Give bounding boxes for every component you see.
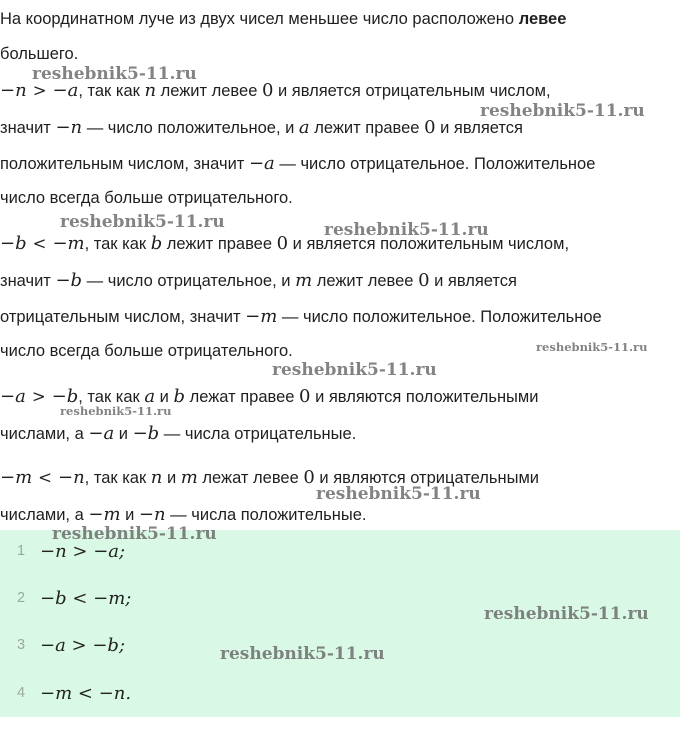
math: n [150, 467, 163, 488]
text: лежит правее [309, 119, 425, 137]
math: 0 [418, 270, 430, 291]
math: −a [52, 80, 79, 101]
answer-number: 1 [17, 543, 26, 559]
text: лежат правее [185, 388, 300, 406]
text: и [162, 469, 181, 487]
math: −b [55, 270, 83, 291]
answer-expression: −n > −a; [40, 541, 126, 562]
math: 0 [303, 467, 315, 488]
math: a [298, 117, 310, 138]
math: m [295, 270, 313, 291]
math-relation: < [38, 468, 52, 487]
watermark: reshebnik5-11.ru [324, 220, 489, 240]
p1-line-4 [0, 189, 293, 208]
watermark: reshebnik5-11.ru [272, 360, 437, 380]
math: 0 [261, 80, 274, 101]
math: 0 [424, 117, 436, 138]
p1-line-3 [0, 153, 595, 174]
watermark: reshebnik5-11.ru [60, 212, 225, 232]
p2-line-2 [0, 270, 517, 291]
text: — числа отрицательные. [159, 425, 357, 443]
text: отрицательным числом, значит [0, 308, 246, 326]
intro-text: На координатном луче из двух чисел меньшее число расположено [0, 10, 519, 28]
text: — числа положительные. [165, 506, 367, 524]
watermark: reshebnik5-11.ru [480, 101, 645, 121]
math: −n [138, 504, 166, 525]
text: — число положительное, и [82, 119, 299, 137]
math: m [180, 467, 198, 488]
text: значит [0, 272, 56, 290]
text: , так как [84, 235, 151, 253]
math: n [144, 80, 157, 101]
text: значит [0, 119, 56, 137]
math-relation: > [32, 81, 47, 100]
text: и является [435, 119, 523, 137]
answer-number: 4 [17, 685, 26, 701]
text: , так как [78, 388, 145, 406]
answer-row [0, 541, 680, 561]
math: −n [57, 467, 85, 488]
p1-line-2 [0, 117, 523, 138]
text: и являются отрицательными [314, 469, 540, 487]
text: и является отрицательным числом, [273, 82, 551, 100]
text: положительным числом, значит [0, 155, 249, 173]
math: 0 [299, 386, 311, 407]
math: −n [55, 117, 83, 138]
math: −m [88, 504, 121, 525]
math: 0 [276, 233, 289, 254]
text: и [120, 506, 139, 524]
p3-line-2 [0, 423, 356, 444]
watermark: reshebnik5-11.ru [52, 524, 217, 544]
math: b [150, 233, 163, 254]
text: , так как [84, 469, 151, 487]
math: −a [88, 423, 115, 444]
answer-expression: −b < −m; [40, 588, 132, 609]
intro-text-end: большего. [0, 45, 79, 63]
answer-expression: −m < −n. [40, 683, 132, 704]
text: и [114, 425, 133, 443]
text: лежит правее [162, 235, 277, 253]
math: −b [0, 233, 27, 254]
text: и являются положительными [310, 388, 539, 406]
text: и является [429, 272, 517, 290]
math: −m [245, 306, 278, 327]
math: −a [0, 386, 26, 407]
math: −m [0, 467, 33, 488]
watermark: reshebnik5-11.ru [60, 404, 172, 418]
math: a [144, 386, 156, 407]
intro-line-1 [0, 10, 566, 29]
math: b [173, 386, 186, 407]
answer-number: 2 [17, 590, 26, 606]
watermark: reshebnik5-11.ru [536, 340, 648, 354]
intro-line-2 [0, 45, 78, 64]
math-relation: < [32, 234, 47, 253]
watermark: reshebnik5-11.ru [220, 644, 385, 664]
p2-line-4 [0, 342, 293, 361]
text: и [155, 388, 174, 406]
p2-line-3 [0, 306, 602, 327]
math: −m [52, 233, 85, 254]
math: −b [132, 423, 160, 444]
text: — число положительное. Положительное [277, 308, 602, 326]
text: число всегда больше отрицательного. [0, 189, 293, 207]
text: числами, а [0, 425, 89, 443]
text: число всегда больше отрицательного. [0, 342, 293, 360]
math-relation: > [31, 387, 46, 406]
text: лежит левее [156, 82, 262, 100]
watermark: reshebnik5-11.ru [316, 484, 481, 504]
text: и является положительным числом, [288, 235, 570, 253]
text: — число отрицательное. Положительное [274, 155, 596, 173]
answer-expression: −a > −b; [40, 635, 126, 656]
intro-bold-word: левее [518, 10, 567, 28]
watermark: reshebnik5-11.ru [32, 64, 197, 84]
p4-line-2 [0, 504, 366, 525]
answer-row [0, 683, 680, 703]
text: числами, а [0, 506, 89, 524]
text: лежат левее [197, 469, 304, 487]
answer-number: 3 [17, 637, 26, 653]
text: , так как [78, 82, 145, 100]
math: −n [0, 80, 27, 101]
text: — число отрицательное, и [82, 272, 296, 290]
watermark: reshebnik5-11.ru [484, 604, 649, 624]
math: −b [51, 386, 79, 407]
text: лежит левее [312, 272, 419, 290]
math: −a [248, 153, 275, 174]
